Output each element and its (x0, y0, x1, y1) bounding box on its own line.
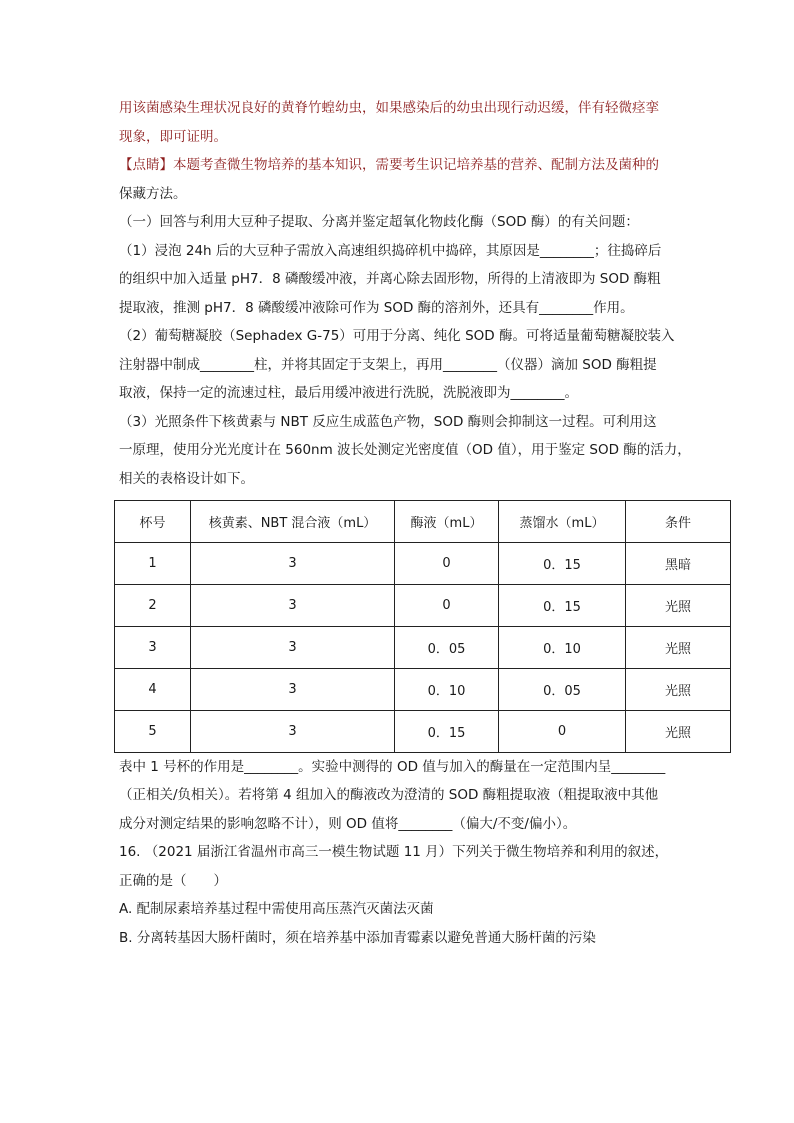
question-intro: （一）回答与利用大豆种子提取、分离并鉴定超氧化物歧化酶（SOD 酶）的有关问题： (119, 214, 639, 230)
table-cell: 光照 (626, 584, 731, 626)
table-cell: 0．15 (499, 542, 626, 584)
question-p2-line-2: 注射器中制成________柱，并将其固定于支架上，再用________（仪器）滴加 SOD 酶粗提 (119, 356, 657, 373)
table-header-cell: 蒸馏水（mL） (499, 500, 626, 542)
question-p1-line-3: 提取液，推测 pH7．8 磷酸缓冲液除可作为 SOD 酶的溶剂外，还具有________作用。 (119, 299, 634, 316)
table-cell: 5 (115, 710, 191, 752)
after-table-line-1: 表中 1 号杯的作用是________。实验中测得的 OD 值与加入的酶量在一定范围内呈________ (119, 758, 666, 775)
q16-option-a: A. 配制尿素培养基过程中需使用高压蒸汽灭菌法灭菌 (119, 901, 434, 917)
table-header-cell: 杯号 (115, 500, 191, 542)
table-row (115, 668, 731, 710)
table-header-cell: 核黄素、NBT 混合液（mL） (191, 500, 395, 542)
table-cell: 0 (395, 542, 499, 584)
table-cell: 0 (499, 710, 626, 752)
table-cell: 0．05 (395, 626, 499, 668)
table-cell: 3 (191, 584, 395, 626)
q16-stem-line-1: 16. （2021 届浙江省温州市高三一模生物试题 11 月）下列关于微生物培养和利用的叙述， (119, 844, 669, 860)
table-cell: 3 (191, 626, 395, 668)
question-p3-line-3: 相关的表格设计如下。 (119, 470, 254, 487)
table-cell: 0．15 (395, 710, 499, 752)
dianjing-line-1: 【点睛】本题考查微生物培养的基本知识，需要考生识记培养基的营养、配制方法及菌种的 (119, 157, 659, 173)
table-cell: 光照 (626, 668, 731, 710)
table-header-cell: 酶液（mL） (395, 500, 499, 542)
q16-stem-line-2: 正确的是（ ） (119, 872, 227, 889)
table-cell: 1 (115, 542, 191, 584)
table-cell: 4 (115, 668, 191, 710)
table-cell: 0．15 (499, 584, 626, 626)
document-page (119, 98, 691, 948)
dianjing-line-2: 保藏方法。 (119, 185, 187, 202)
table-cell: 3 (191, 542, 395, 584)
after-table-line-3: 成分对测定结果的影响忽略不计），则 OD 值将________（偏大/不变/偏小）。 (119, 815, 577, 832)
question-p1-line-1: （1）浸泡 24h 后的大豆种子需放入高速组织捣碎机中捣碎，其原因是________；往捣碎后 (119, 242, 662, 259)
table-cell: 3 (115, 626, 191, 668)
table-cell: 光照 (626, 710, 731, 752)
question-p3-line-2: 一原理，使用分光光度计在 560nm 波长处测定光密度值（OD 值），用于鉴定 SOD 酶的活力， (119, 442, 691, 458)
table-header-cell: 条件 (626, 500, 731, 542)
table-cell: 0．05 (499, 668, 626, 710)
question-p2-line-3: 取液，保持一定的流速过柱，最后用缓冲液进行洗脱，洗脱液即为________。 (119, 385, 578, 401)
table-cell: 3 (191, 710, 395, 752)
question-p1-line-2: 的组织中加入适量 pH7．8 磷酸缓冲液，并离心除去固形物，所得的上清液即为 SOD 酶粗 (119, 271, 661, 287)
table-cell: 0 (395, 584, 499, 626)
after-table-line-2: （正相关/负相关）。若将第 4 组加入的酶液改为澄清的 SOD 酶粗提取液（粗提取液中其他 (119, 787, 659, 803)
table-row (115, 542, 731, 584)
answer-line-1: 用该菌感染生理状况良好的黄脊竹蝗幼虫，如果感染后的幼虫出现行动迟缓，伴有轻微痉挛 (119, 100, 659, 116)
table-cell: 2 (115, 584, 191, 626)
question-p2-line-1: （2）葡萄糖凝胶（Sephadex G-75）可用于分离、纯化 SOD 酶。可将适量葡萄糖凝胶装入 (119, 328, 675, 344)
table-header-row (115, 500, 731, 542)
table-row (115, 710, 731, 752)
experiment-table (114, 500, 731, 753)
table-cell: 3 (191, 668, 395, 710)
table-row (115, 584, 731, 626)
question-p3-line-1: （3）光照条件下核黄素与 NBT 反应生成蓝色产物，SOD 酶则会抑制这一过程。可利用这 (119, 413, 657, 430)
answer-line-2: 现象，即可证明。 (119, 128, 227, 145)
table-row (115, 626, 731, 668)
table-cell: 光照 (626, 626, 731, 668)
q16-option-b: B. 分离转基因大肠杆菌时，须在培养基中添加青霉素以避免普通大肠杆菌的污染 (119, 929, 596, 946)
table-cell: 0．10 (395, 668, 499, 710)
table-cell: 黑暗 (626, 542, 731, 584)
table-cell: 0．10 (499, 626, 626, 668)
